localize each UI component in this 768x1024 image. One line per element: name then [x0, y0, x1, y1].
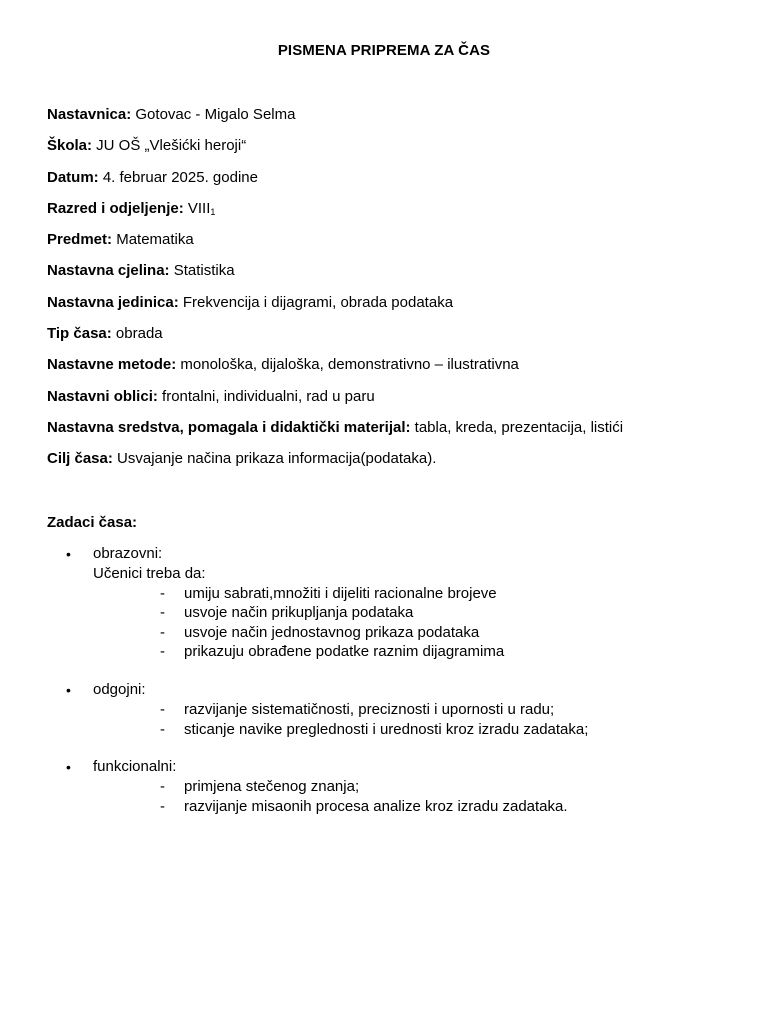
- dash-icon: -: [160, 604, 165, 621]
- field-subscript: 1: [210, 206, 216, 217]
- group-heading-row: [47, 757, 727, 777]
- list-item: [47, 700, 727, 720]
- task-group-functional: [47, 757, 727, 816]
- field-label: Cilj časa:: [47, 450, 113, 468]
- list-item: [47, 642, 727, 662]
- bullet-icon: •: [66, 682, 71, 698]
- field-label: Nastavnica:: [47, 106, 132, 123]
- list-item: [47, 797, 727, 817]
- field-subject: [47, 229, 747, 260]
- task-group-upbringing: [47, 680, 727, 739]
- field-value: Statistika: [169, 262, 235, 280]
- list-item: [47, 584, 727, 604]
- field-label: Tip časa:: [47, 325, 112, 343]
- field-value: Usvajanje načina prikaza informacija(podataka).: [112, 450, 437, 468]
- field-class: [47, 198, 747, 229]
- task-group-educational: [47, 544, 727, 662]
- group-intro: Učenici treba da:: [93, 565, 206, 582]
- field-goal: [47, 448, 747, 479]
- dash-icon: -: [160, 701, 165, 718]
- field-label: Razred i odjeljenje:: [47, 199, 184, 217]
- group-heading: obrazovni:: [93, 545, 163, 562]
- list-item-text: usvoje način prikupljanja podataka: [184, 604, 414, 621]
- field-label: Nastavna jedinica:: [47, 293, 179, 311]
- tasks-heading: Zadaci časa:: [47, 514, 138, 531]
- field-teacher: [47, 104, 747, 135]
- list-item: [47, 603, 727, 623]
- list-item: [47, 777, 727, 797]
- bullet-icon: •: [66, 759, 71, 775]
- field-label: Nastavni oblici:: [47, 387, 158, 405]
- list-item-text: primjena stečenog znanja;: [184, 778, 360, 795]
- header-fields: [47, 104, 747, 480]
- dash-icon: -: [160, 623, 165, 641]
- field-materials: [47, 417, 747, 448]
- field-label: Datum:: [47, 168, 99, 186]
- list-item: [47, 720, 727, 740]
- field-unit-group: [47, 260, 747, 291]
- field-lesson-unit: [47, 292, 747, 323]
- list-item-text: razvijanje sistematičnosti, preciznosti i upornosti u radu;: [184, 701, 555, 718]
- field-value: Gotovac - Migalo Selma: [131, 106, 296, 123]
- field-lesson-type: [47, 323, 747, 354]
- field-value: 4. februar 2025. godine: [98, 168, 258, 186]
- bullet-icon: •: [66, 546, 71, 562]
- field-label: Predmet:: [47, 231, 113, 249]
- group-heading-row: [47, 680, 727, 700]
- dash-icon: -: [160, 584, 165, 602]
- dash-icon: -: [160, 643, 165, 660]
- field-label: Škola:: [47, 137, 93, 155]
- field-label: Nastavna sredstva, pomagala i didaktički materijal:: [47, 418, 411, 436]
- group-heading: odgojni:: [93, 681, 146, 698]
- list-item: [47, 623, 727, 643]
- field-value: tabla, kreda, prezentacija, listići: [410, 418, 624, 436]
- field-value: VIII: [183, 199, 211, 217]
- list-item-text: umiju sabrati,množiti i dijeliti racionalne brojeve: [184, 584, 497, 602]
- field-value: Matematika: [112, 231, 194, 249]
- field-value: Frekvencija i dijagrami, obrada podataka: [178, 293, 454, 311]
- field-methods: [47, 354, 747, 385]
- field-value: JU OŠ „Vlešićki heroji“: [92, 137, 247, 155]
- dash-icon: -: [160, 720, 165, 738]
- field-value: monološka, dijaloška, demonstrativno – ilustrativna: [176, 356, 519, 374]
- field-date: [47, 167, 747, 198]
- list-item-text: razvijanje misaonih procesa analize kroz izradu zadataka.: [184, 797, 568, 815]
- document-title: PISMENA PRIPREMA ZA ČAS: [277, 42, 491, 59]
- field-value: frontalni, individualni, rad u paru: [157, 387, 375, 405]
- field-label: Nastavna cjelina:: [47, 262, 170, 280]
- list-item-text: prikazuju obrađene podatke raznim dijagramima: [184, 643, 505, 660]
- dash-icon: -: [160, 797, 165, 815]
- group-heading-row: [47, 544, 727, 564]
- group-heading: funkcionalni:: [93, 758, 177, 775]
- field-label: Nastavne metode:: [47, 356, 177, 374]
- field-school: [47, 135, 747, 166]
- field-forms: [47, 386, 747, 417]
- list-item-text: usvoje način jednostavnog prikaza podataka: [184, 623, 480, 641]
- dash-icon: -: [160, 778, 165, 795]
- field-value: obrada: [111, 325, 163, 343]
- list-item-text: sticanje navike preglednosti i urednosti kroz izradu zadataka;: [184, 720, 589, 738]
